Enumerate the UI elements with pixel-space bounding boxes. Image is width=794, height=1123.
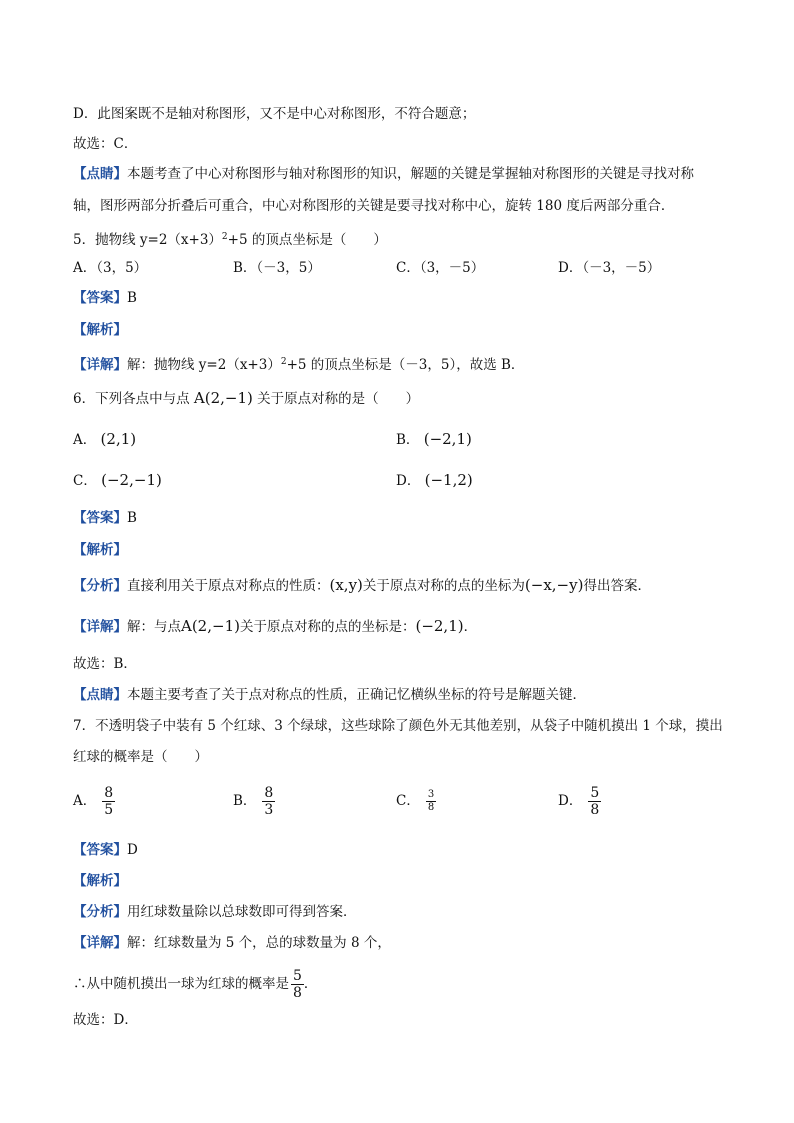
q7-option-d-label: D． xyxy=(558,793,583,809)
q7-result-fraction xyxy=(291,968,304,1001)
xiangjie-tag: 【详解】 xyxy=(73,935,127,951)
q6-analysis-b: 关于原点对称的点的坐标为 xyxy=(362,578,525,594)
fraction-denominator: 8 xyxy=(293,985,302,1001)
q7-option-b-label: B． xyxy=(233,793,257,809)
q6-detail-a: 解：与点 xyxy=(127,619,181,635)
answer-tag: 【答案】 xyxy=(73,290,127,306)
q7-choose: 故选：D． xyxy=(73,1012,138,1028)
q6-option-d-label: D． xyxy=(396,473,421,489)
q5-answer: B xyxy=(127,290,137,306)
q6-option-d-value: (−1,2) xyxy=(424,471,473,489)
q6-stem xyxy=(73,388,733,409)
q4-dianjing xyxy=(73,164,733,184)
q4-option-d-analysis: D．此图案既不是轴对称图形，又不是中心对称图形，不符合题意； xyxy=(73,106,476,122)
q7-stem-line2: 红球的概率是（ ） xyxy=(73,749,208,765)
fraction-denominator: 5 xyxy=(104,802,114,818)
q5-option-c: C．（3，－5） xyxy=(396,260,485,276)
fraction-numerator: 5 xyxy=(293,968,302,984)
q7-option-c-label: C． xyxy=(396,793,420,809)
fraction-denominator: 8 xyxy=(427,802,435,813)
xiangjie-tag: 【详解】 xyxy=(73,357,127,373)
answer-tag: 【答案】 xyxy=(73,510,127,526)
q6-analysis-math2: (−x,−y) xyxy=(524,576,584,594)
q5-answer-line xyxy=(73,288,733,308)
jiexi-tag: 【解析】 xyxy=(73,542,127,558)
q7-therefore-line xyxy=(73,966,733,1002)
q5-detail-a: 解：抛物线 y=2（x+3） xyxy=(127,357,281,373)
q7-answer: D xyxy=(127,842,138,858)
xiangjie-tag: 【详解】 xyxy=(73,619,127,635)
q5-jiexi-line xyxy=(73,320,733,340)
fraction-numerator: 5 xyxy=(590,785,600,801)
q6-option-c xyxy=(73,470,162,491)
q6-detail-math1: A(2,−1) xyxy=(181,617,240,635)
q6-stem-point: A(2,−1) xyxy=(193,389,253,407)
q7-option-c-fraction xyxy=(426,789,436,814)
q6-analysis-line xyxy=(73,575,733,596)
q5-stem-a: 5．抛物线 y=2（x+3） xyxy=(73,232,222,248)
q6-stem-pre: 6．下列各点中与点 xyxy=(73,391,190,407)
q7-option-d xyxy=(558,785,601,818)
q5-detail-exponent: 2 xyxy=(280,357,287,367)
q7-analysis-line xyxy=(73,902,733,922)
dianjing-tag: 【点睛】 xyxy=(73,166,127,182)
fenxi-tag: 【分析】 xyxy=(73,578,127,594)
q5-option-a: A．（3，5） xyxy=(73,260,148,276)
q6-option-a-value: (2,1) xyxy=(100,430,137,448)
q6-dianjing-line xyxy=(73,685,733,705)
q6-option-d xyxy=(396,470,473,491)
q5-stem-b: +5 的顶点坐标是（ ） xyxy=(227,232,387,248)
q4-choose: 故选：C． xyxy=(73,136,138,152)
q7-detail-text: 解：红球数量为 5 个，总的球数量为 8 个， xyxy=(127,935,391,951)
q6-answer-line xyxy=(73,508,733,528)
q7-stem-line1: 7．不透明袋子中装有 5 个红球、3 个绿球，这些球除了颜色外无其他差别，从袋子中随机摸出 1 个球，摸出 xyxy=(73,718,723,734)
q6-detail-b: 关于原点对称的点的坐标是： xyxy=(239,619,416,635)
fraction-denominator: 3 xyxy=(264,802,274,818)
q5-option-d: D．（－3，－5） xyxy=(558,260,661,276)
q5-option-b: B．（－3，5） xyxy=(233,260,321,276)
q7-jiexi-line xyxy=(73,871,733,891)
fraction-numerator: 8 xyxy=(264,785,274,801)
q5-detail-b: +5 的顶点坐标是（－3，5），故选 B． xyxy=(286,357,525,373)
q6-jiexi-line xyxy=(73,540,733,560)
q4-dianjing-continued: 轴，图形两部分折叠后可重合，中心对称图形的关键是要寻找对称中心，旋转 180 度后两部分重合． xyxy=(73,198,675,214)
q6-option-a xyxy=(73,429,136,450)
q7-detail-line xyxy=(73,933,733,953)
q5-detail-line xyxy=(73,352,733,375)
q6-option-c-value: (−2,−1) xyxy=(101,471,162,489)
q6-detail-math2: (−2,1) xyxy=(415,617,464,635)
q5-stem xyxy=(73,227,733,250)
q6-analysis-a: 直接利用关于原点对称点的性质： xyxy=(127,578,330,594)
q6-detail-c: ． xyxy=(463,619,478,635)
q6-option-a-label: A． xyxy=(73,432,97,448)
fraction-numerator: 8 xyxy=(104,785,114,801)
q7-option-b xyxy=(233,785,275,818)
q7-period: ． xyxy=(303,976,318,992)
q6-analysis-math1: (x,y) xyxy=(329,576,363,594)
q7-option-d-fraction xyxy=(588,785,601,818)
fenxi-tag: 【分析】 xyxy=(73,904,127,920)
q5-stem-exponent: 2 xyxy=(221,232,228,242)
dianjing-tag: 【点睛】 xyxy=(73,687,127,703)
q7-option-a-label: A． xyxy=(73,793,97,809)
q6-option-b xyxy=(396,429,472,450)
q6-analysis-c: 得出答案． xyxy=(583,578,651,594)
q6-option-b-value: (−2,1) xyxy=(423,430,472,448)
q6-option-c-label: C． xyxy=(73,473,97,489)
jiexi-tag: 【解析】 xyxy=(73,322,127,338)
answer-tag: 【答案】 xyxy=(73,842,127,858)
q7-analysis-text: 用红球数量除以总球数即可得到答案． xyxy=(127,904,357,920)
q6-dianjing-text: 本题主要考查了关于点对称点的性质，正确记忆横纵坐标的符号是解题关键． xyxy=(127,687,586,703)
q6-stem-post: 关于原点对称的是（ ） xyxy=(257,391,420,407)
q4-dianjing-text: 本题考查了中心对称图形与轴对称图形的知识，解题的关键是掌握轴对称图形的关键是寻找对称 xyxy=(127,166,694,182)
q6-choose: 故选：B． xyxy=(73,656,137,672)
q6-answer: B xyxy=(127,510,137,526)
q7-therefore-text: ∴从中随机摸出一球为红球的概率是 xyxy=(73,976,289,992)
jiexi-tag: 【解析】 xyxy=(73,873,127,889)
fraction-numerator: 3 xyxy=(427,789,435,800)
fraction-denominator: 8 xyxy=(590,802,600,818)
q7-answer-line xyxy=(73,840,733,860)
q7-option-c xyxy=(396,789,436,814)
q7-option-a-fraction xyxy=(102,785,115,818)
q7-option-b-fraction xyxy=(262,785,275,818)
q7-option-a xyxy=(73,785,115,818)
q6-detail-line xyxy=(73,616,733,637)
q6-option-b-label: B． xyxy=(396,432,420,448)
